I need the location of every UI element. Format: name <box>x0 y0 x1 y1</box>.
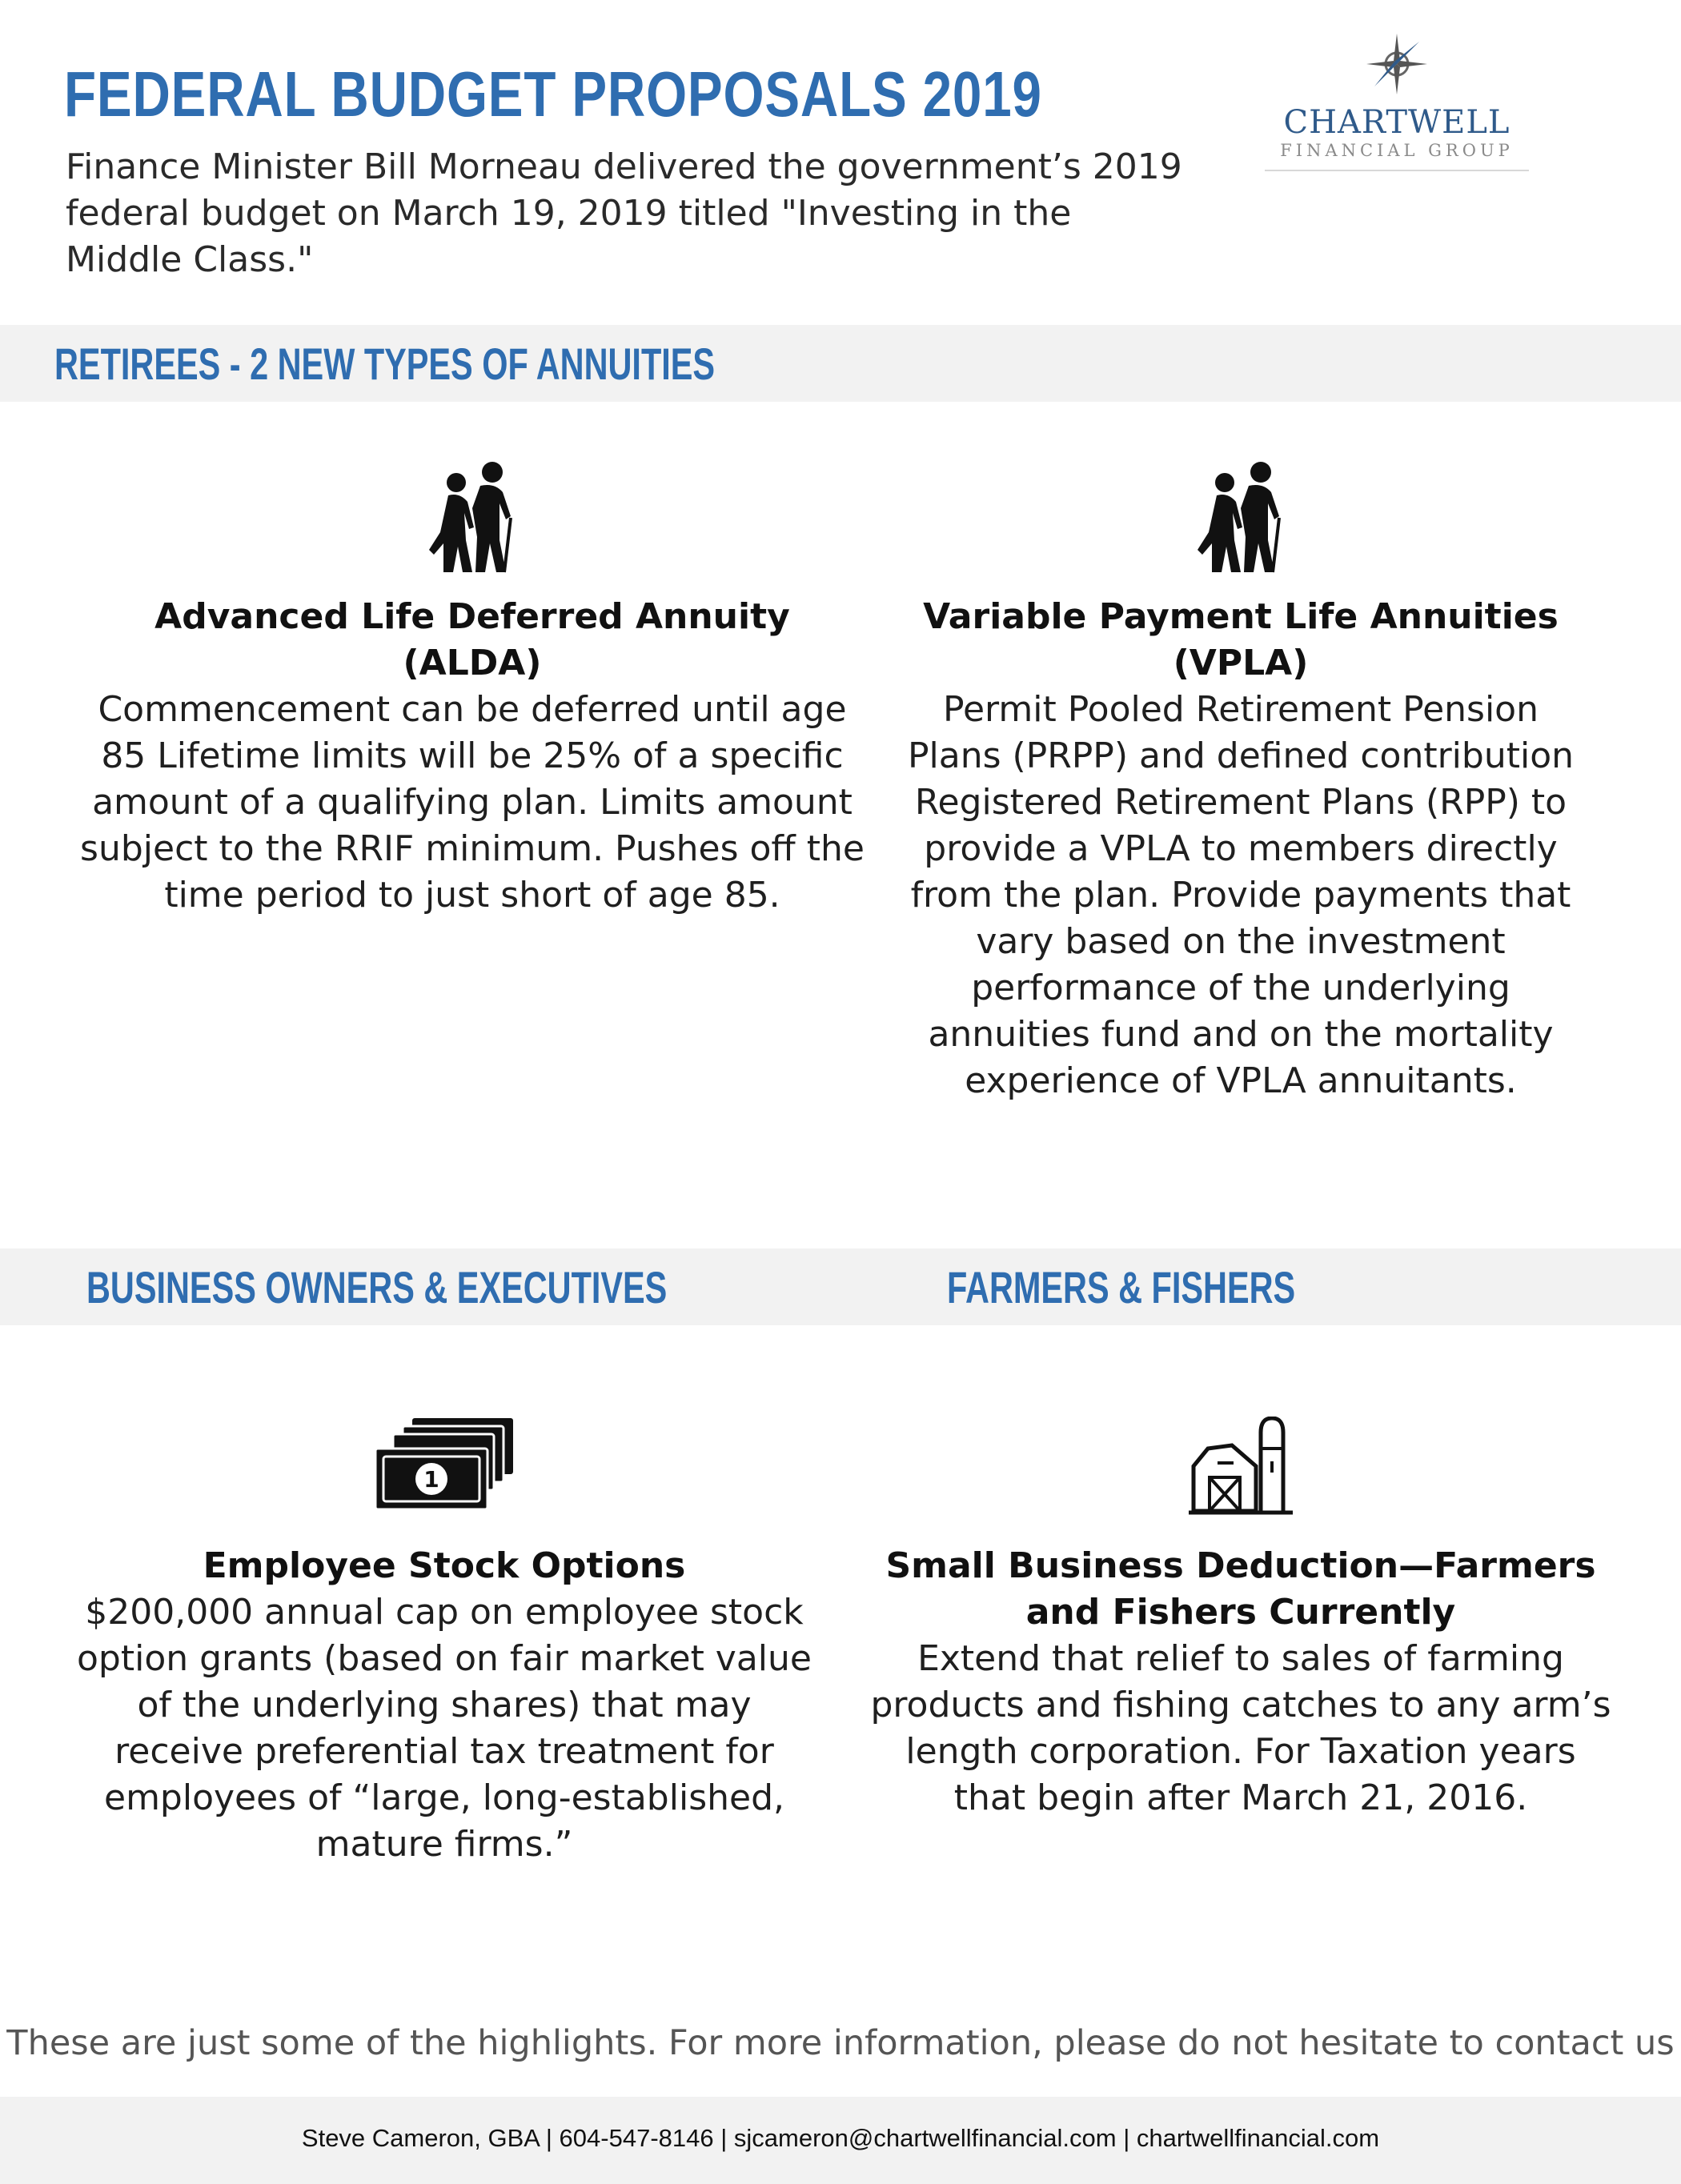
retirees-heading: RETIREES - 2 NEW TYPES OF ANNUITIES <box>54 339 716 389</box>
logo-subtitle: FINANCIAL GROUP <box>1280 141 1514 160</box>
contact-info[interactable]: Steve Cameron, GBA | 604-547-8146 | sjcameron@chartwellfinancial.com | chartwellfinancial.com <box>301 2124 1380 2152</box>
small-business-card <box>865 1417 1617 1821</box>
alda-body: Commencement can be deferred until age 85 Lifetime limits will be 25% of a specific amount of a qualifying plan. Limits amount subject to the RRIF minimum. Pushes off the time period to just short of age 85. <box>80 689 865 916</box>
small-business-title: Small Business Deduction—Farmers and Fishers Currently <box>885 1545 1596 1633</box>
company-logo[interactable] <box>1265 32 1529 176</box>
business-farmers-band <box>0 1248 1681 1325</box>
stock-options-title: Employee Stock Options <box>203 1545 686 1586</box>
logo-divider <box>1265 170 1529 171</box>
vpla-card <box>905 460 1577 1104</box>
alda-title: Advanced Life Deferred Annuity (ALDA) <box>154 596 790 683</box>
elderly-couple-icon <box>416 460 528 576</box>
stock-options-body: $200,000 annual cap on employee stock option grants (based on fair market value of the underlying shares) that may receive preferential tax treatment for employees of “large, long-established, mature firms.” <box>77 1592 812 1865</box>
footer-bar <box>0 2097 1681 2184</box>
farmers-heading: FARMERS & FISHERS <box>947 1262 1296 1312</box>
compass-rose-icon <box>1365 32 1429 96</box>
vpla-title: Variable Payment Life Annuities (VPLA) <box>923 596 1559 683</box>
svg-text:1: 1 <box>423 1466 439 1493</box>
barn-silo-icon <box>1189 1417 1293 1516</box>
page-title: FEDERAL BUDGET PROPOSALS 2019 <box>64 58 1042 130</box>
closing-note: These are just some of the highlights. For more information, please do not hesitate to contact us <box>6 2023 1675 2063</box>
elderly-couple-icon <box>1185 460 1297 576</box>
business-heading: BUSINESS OWNERS & EXECUTIVES <box>86 1262 668 1312</box>
alda-card <box>80 460 865 919</box>
vpla-body: Permit Pooled Retirement Pension Plans (PRPP) and defined contribution Registered Retirement Plans (RPP) to provide a VPLA to members directly from the plan. Provide payments that vary based on the investment performance of the underlying annuities fund and on the mortality experience of VPLA annuitants. <box>907 689 1575 1101</box>
small-business-body: Extend that relief to sales of farming products and fishing catches to any arm’s length corporation. For Taxation years that begin after March 21, 2016. <box>870 1638 1611 1818</box>
retirees-section-band <box>0 325 1681 402</box>
stock-options-card <box>72 1417 816 1868</box>
money-stack-icon <box>372 1417 516 1513</box>
logo-name: CHARTWELL <box>1283 104 1510 141</box>
intro-text: Finance Minister Bill Morneau delivered the government’s 2019 federal budget on March 19, 2019 titled "Investing in the Middle Class." <box>66 146 1182 280</box>
